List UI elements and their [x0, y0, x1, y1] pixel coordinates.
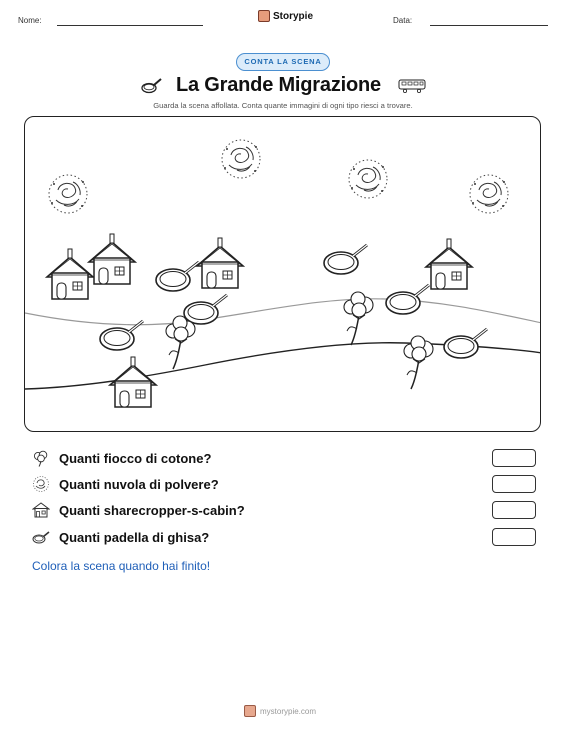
- question-text: Quanti padella di ghisa?: [59, 529, 210, 545]
- date-line[interactable]: [430, 25, 548, 26]
- question-dust: [32, 474, 536, 494]
- cotton-boll-icon: [32, 449, 50, 467]
- skillet-icon: [140, 76, 164, 96]
- question-cotton: [32, 448, 536, 468]
- cabin-icon: [32, 501, 50, 519]
- answer-box[interactable]: [492, 528, 536, 546]
- date-label: Data:: [393, 16, 413, 25]
- footer-url[interactable]: mystorypie.com: [260, 706, 317, 716]
- cast-iron-skillet: [184, 295, 227, 324]
- sharecropper-cabin: [426, 239, 472, 289]
- name-label: Nome:: [18, 16, 42, 25]
- cast-iron-skillet: [444, 329, 487, 358]
- answer-box[interactable]: [492, 449, 536, 467]
- cast-iron-skillet: [156, 262, 199, 291]
- cotton-boll: [166, 316, 195, 369]
- answer-box[interactable]: [492, 475, 536, 493]
- sharecropper-cabin: [110, 357, 156, 407]
- dust-cloud: [49, 175, 87, 213]
- counting-scene: [24, 116, 541, 432]
- cast-iron-skillet: [324, 245, 367, 274]
- question-cabin: [32, 500, 536, 520]
- cotton-boll: [344, 292, 373, 345]
- cast-iron-skillet: [386, 285, 429, 314]
- brand-name: Storypie: [273, 10, 314, 22]
- name-line[interactable]: [57, 25, 203, 26]
- sharecropper-cabin: [47, 249, 93, 299]
- storypie-logo-icon: [244, 705, 256, 717]
- brand: [258, 10, 313, 22]
- dust-cloud: [349, 160, 387, 198]
- sharecropper-cabin: [89, 234, 135, 284]
- scene-badge: CONTA LA SCENA: [236, 53, 330, 71]
- dust-cloud-icon: [32, 475, 50, 493]
- skillet-icon: [32, 528, 50, 546]
- question-text: Quanti fiocco di cotone?: [59, 450, 212, 466]
- train-car-icon: [397, 78, 427, 94]
- scene-illustration: [25, 117, 541, 432]
- answer-box[interactable]: [492, 501, 536, 519]
- page-subtitle: Guarda la scena affollata. Conta quante immagini di ogni tipo riesci a trovare.: [153, 101, 413, 110]
- question-text: Quanti nuvola di polvere?: [59, 476, 219, 492]
- page-title: La Grande Migrazione: [176, 74, 381, 96]
- coloring-note: Colora la scena quando hai finito!: [32, 559, 211, 573]
- cotton-boll: [404, 336, 433, 389]
- question-text: Quanti sharecropper-s-cabin?: [59, 502, 245, 518]
- question-skillet: [32, 527, 536, 547]
- footer: [244, 705, 316, 717]
- dust-cloud: [222, 140, 260, 178]
- cast-iron-skillet: [100, 321, 143, 350]
- dust-cloud: [470, 175, 508, 213]
- storypie-logo-icon: [258, 10, 270, 22]
- sharecropper-cabin: [197, 238, 243, 288]
